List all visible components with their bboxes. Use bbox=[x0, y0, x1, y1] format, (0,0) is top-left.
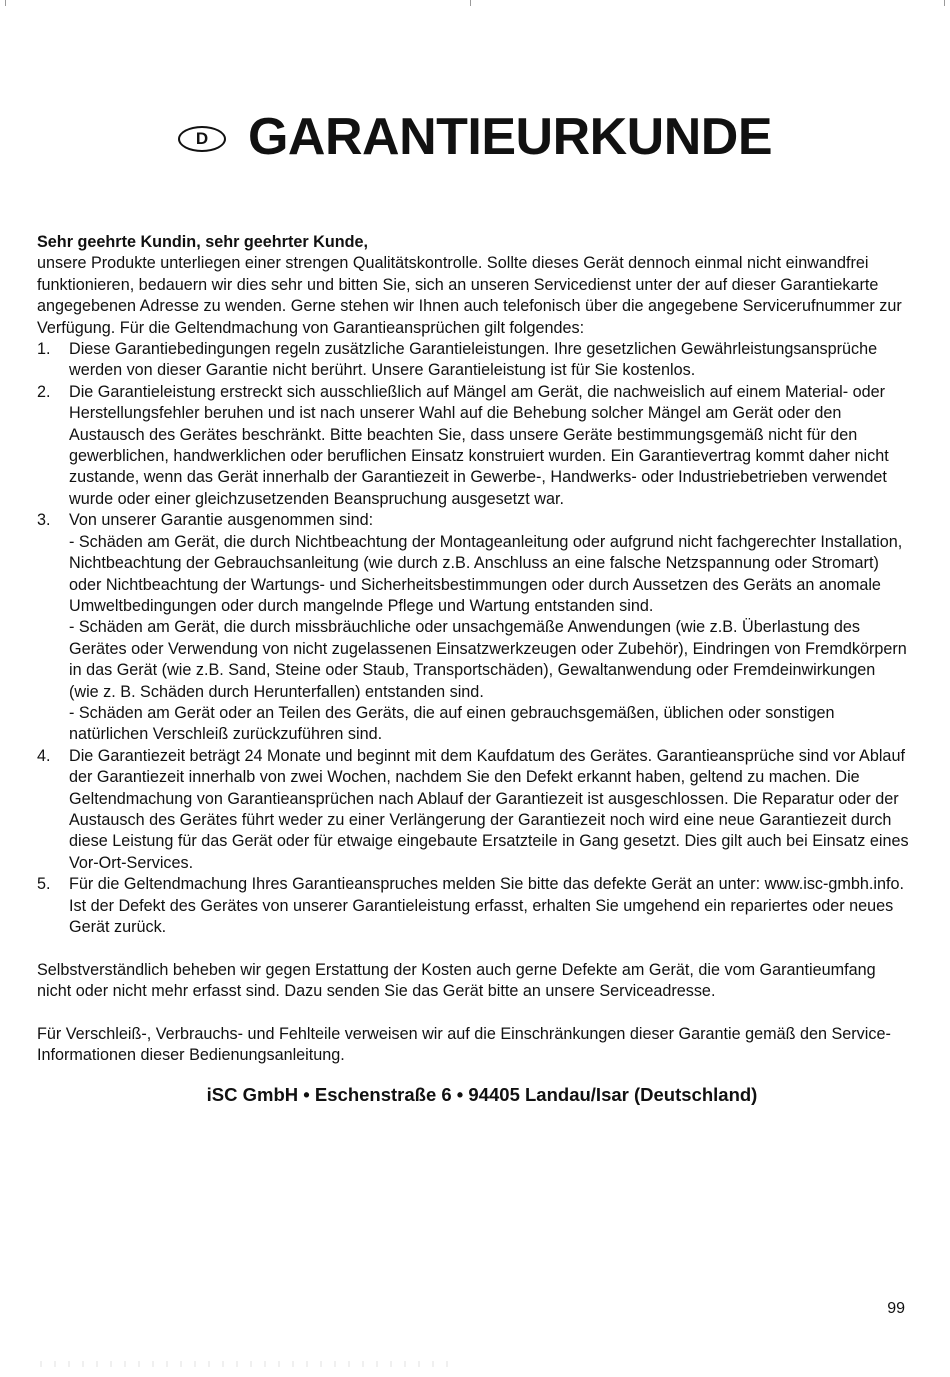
condition-text: Für die Geltendmachung Ihres Garantieanspruches melden Sie bitte das defekte Gerät an unter: www.isc-gmbh.info. Ist der Defekt des Gerätes von unserer Garantieleistung erfasst, erhalten Sie umgehend ein repariertes oder neues Gerät zurück. bbox=[69, 875, 904, 936]
condition-item-2 bbox=[37, 382, 909, 510]
condition-number: 4. bbox=[37, 746, 51, 765]
company-address: iSC GmbH • Eschenstraße 6 • 94405 Landau/Isar (Deutschland) bbox=[206, 1083, 758, 1105]
spacer bbox=[37, 938, 909, 959]
condition-number: 1. bbox=[37, 340, 51, 359]
document-header bbox=[0, 106, 950, 168]
intro-paragraph: unsere Produkte unterliegen einer strengen Qualitätskontrolle. Sollte dieses Gerät dennoch einmal nicht einwandfrei funktionieren, bedauern wir dies sehr und bitten Sie, sich an unseren Servicedienst unter der auf dieser Garantiekarte angegebenen Adresse zu wenden. Gerne stehen wir Ihnen auch telefonisch über die angegebene Servicerufnummer zur Verfügung. Für die Geltendmachung von Garantieansprüchen gilt folgendes: bbox=[37, 254, 902, 337]
scan-artifact bbox=[40, 1361, 460, 1367]
condition-item-4 bbox=[37, 746, 909, 874]
exclusion-item: - Schäden am Gerät oder an Teilen des Geräts, die auf einen gebrauchsgemäßen, üblichen oder sonstigen natürlichen Verschleiß zurückzuführen sind. bbox=[69, 703, 835, 744]
condition-number: 3. bbox=[37, 511, 51, 530]
repair-paragraph: Selbstverständlich beheben wir gegen Erstattung der Kosten auch gerne Defekte am Gerät, die vom Garantieumfang nicht oder nicht mehr erfasst sind. Dazu senden Sie das Gerät bitte an unsere Serviceadresse. bbox=[37, 960, 876, 1001]
condition-text: Diese Garantiebedingungen regeln zusätzliche Garantieleistungen. Ihre gesetzlichen Gewährleistungsansprüche werden von dieser Garantie nicht berührt. Unsere Garantieleistung ist für Sie kostenlos. bbox=[69, 340, 878, 380]
crop-mark-right bbox=[944, 0, 945, 6]
crop-mark-center bbox=[470, 0, 471, 6]
condition-number: 2. bbox=[37, 382, 51, 401]
page-number: 99 bbox=[887, 1300, 905, 1317]
condition-number: 5. bbox=[37, 875, 51, 894]
condition-text: Die Garantieleistung erstreckt sich ausschließlich auf Mängel am Gerät, die nachweislich auf einem Material- oder Herstellungsfehler beruhen und ist nach unserer Wahl auf die Behebung solcher Mängel am Gerät oder den Austausch des Gerätes beschränkt. Bitte beachten Sie, dass unsere Geräte bestimmungsgemäß nicht für den gewerblichen, handwerklichen oder beruflichen Einsatz konstruiert wurden. Ein Garantievertrag kommt daher nicht zustande, wenn das Gerät innerhalb der Garantiezeit in Gewerbe-, Handwerks- oder Industriebetrieben verwendet wurde oder einer gleichzusetzenden Beanspruchung ausgesetzt war. bbox=[69, 382, 889, 508]
condition-item-3 bbox=[37, 510, 909, 745]
condition-text: Die Garantiezeit beträgt 24 Monate und beginnt mit dem Kaufdatum des Gerätes. Garantieansprüche sind vor Ablauf der Garantiezeit innerhalb von zwei Wochen, nachdem Sie den Defekt erkannt haben, geltend zu machen. Die Geltendmachung von Garantieansprüchen nach Ablauf der Garantiezeit ist ausgeschlossen. Die Reparatur oder der Austausch des Gerätes führt weder zu einer Verlängerung der Garantiezeit noch wird eine neue Garantiezeit durch diese Leistung für das Gerät oder für etwaige eingebaute Ersatzteile in Gang gesetzt. Dies gilt auch bei Einsatz eines Vor-Ort-Services. bbox=[69, 746, 909, 872]
condition-item-5 bbox=[37, 874, 909, 938]
country-code-badge: D bbox=[178, 126, 226, 152]
condition-item-1 bbox=[37, 339, 909, 382]
crop-mark-left bbox=[5, 0, 6, 6]
greeting: Sehr geehrte Kundin, sehr geehrter Kunde, bbox=[37, 233, 369, 251]
spacer bbox=[37, 1067, 909, 1084]
condition-text: Von unserer Garantie ausgenommen sind: bbox=[69, 511, 374, 530]
page-title: GARANTIEURKUNDE bbox=[247, 108, 773, 166]
exclusion-item: - Schäden am Gerät, die durch Nichtbeachtung der Montageanleitung oder aufgrund nicht fachgerechter Installation, Nichtbeachtung der Gebrauchsanleitung (wie durch z.B. Anschluss an eine falsche Netzspannung oder Stromart) oder Nichtbeachtung der Wartungs- und Sicherheitsbestimmungen oder durch Aussetzen des Geräts an anomale Umweltbedingungen oder durch mangelnde Pflege und Wartung entstanden sind. bbox=[69, 532, 903, 615]
spacer bbox=[37, 1003, 909, 1024]
exclusion-item: - Schäden am Gerät, die durch missbräuchliche oder unsachgemäße Anwendungen (wie z.B. Überlastung des Gerätes oder Verwendung von nicht zugelassenen Einsatzwerkzeugen oder Zubehör), Eindringen von Fremdkörpern in das Gerät (wie z.B. Sand, Steine oder Staub, Transportschäden), Gewaltanwendung oder Fremdeinwirkungen (wie z. B. Schäden durch Herunterfallen) entstanden sind. bbox=[69, 618, 907, 701]
document-body bbox=[37, 232, 909, 1105]
conditions-list bbox=[37, 339, 909, 938]
wear-parts-paragraph: Für Verschleiß-, Verbrauchs- und Fehlteile verweisen wir auf die Einschränkungen dieser Garantie gemäß den Service-Informationen dieser Bedienungsanleitung. bbox=[37, 1025, 891, 1065]
